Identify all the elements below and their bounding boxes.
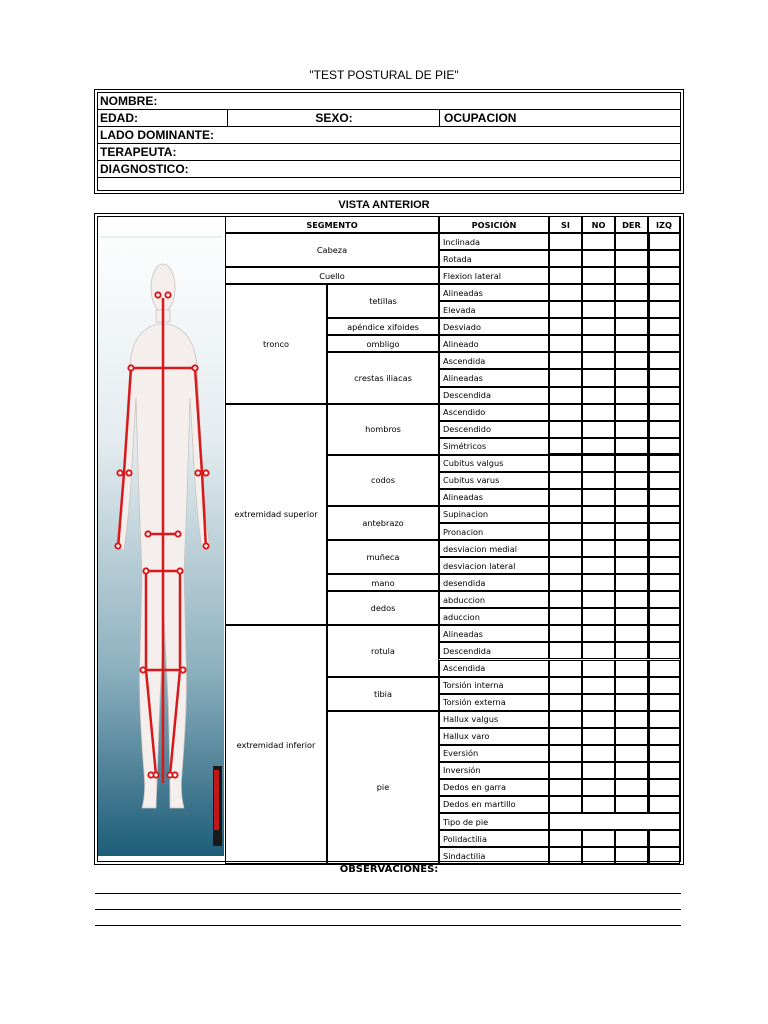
check-no[interactable]	[582, 250, 615, 267]
check-izq[interactable]	[648, 608, 680, 625]
check-izq[interactable]	[648, 847, 680, 864]
check-no[interactable]	[582, 796, 615, 813]
form-title: "TEST POSTURAL DE PIE"	[309, 68, 459, 82]
check-izq[interactable]	[648, 438, 680, 455]
lado-dominante-row[interactable]	[98, 127, 680, 144]
position-label: Torsión interna	[439, 677, 549, 694]
position-label: Pronacion	[439, 523, 549, 540]
check-si[interactable]	[549, 779, 582, 796]
check-der[interactable]	[615, 318, 648, 335]
check-no[interactable]	[582, 301, 615, 318]
header-der: DER	[615, 216, 648, 233]
check-der[interactable]	[615, 233, 648, 250]
check-der[interactable]	[615, 677, 648, 694]
position-label: Alineadas	[439, 369, 549, 386]
check-der[interactable]	[615, 489, 648, 506]
check-izq[interactable]	[648, 779, 680, 796]
check-izq[interactable]	[648, 540, 680, 557]
check-der[interactable]	[615, 352, 648, 369]
check-der[interactable]	[615, 557, 648, 574]
position-label: Ascendido	[439, 404, 549, 421]
check-no[interactable]	[582, 574, 615, 591]
check-si[interactable]	[549, 523, 582, 540]
check-izq[interactable]	[648, 523, 680, 540]
position-label: Alineadas	[439, 489, 549, 506]
check-izq[interactable]	[648, 660, 680, 677]
position-label: Alineado	[439, 335, 549, 352]
check-der[interactable]	[615, 506, 648, 523]
check-der[interactable]	[615, 796, 648, 813]
subsegment-tibia: tibia	[327, 677, 439, 711]
check-der[interactable]	[615, 523, 648, 540]
header-si: SI	[549, 216, 582, 233]
check-izq[interactable]	[648, 301, 680, 318]
check-si[interactable]	[549, 694, 582, 711]
check-izq[interactable]	[648, 284, 680, 301]
segment-ext_superior: extremidad superior	[225, 404, 327, 626]
check-izq[interactable]	[648, 642, 680, 659]
position-label: aduccion	[439, 608, 549, 625]
check-no[interactable]	[582, 642, 615, 659]
check-izq[interactable]	[648, 591, 680, 608]
subsegment-apendice: apéndice xifoides	[327, 318, 439, 335]
ocupacion-label: OCUPACION	[439, 110, 680, 126]
check-der[interactable]	[615, 472, 648, 489]
check-der[interactable]	[615, 847, 648, 864]
check-si[interactable]	[549, 591, 582, 608]
subsegment-codos: codos	[327, 455, 439, 506]
position-label: Elevada	[439, 301, 549, 318]
check-si[interactable]	[549, 762, 582, 779]
check-si[interactable]	[549, 250, 582, 267]
check-izq[interactable]	[648, 233, 680, 250]
check-no[interactable]	[582, 847, 615, 864]
check-no[interactable]	[582, 352, 615, 369]
check-der[interactable]	[615, 779, 648, 796]
subsegment-crestas: crestas iliacas	[327, 352, 439, 403]
check-si[interactable]	[549, 728, 582, 745]
blank-row[interactable]	[98, 178, 680, 194]
position-label: desviacion lateral	[439, 557, 549, 574]
subsegment-muneca: muñeca	[327, 540, 439, 574]
check-si[interactable]	[549, 642, 582, 659]
check-no[interactable]	[582, 660, 615, 677]
check-der[interactable]	[615, 455, 648, 472]
check-no[interactable]	[582, 404, 615, 421]
nombre-row[interactable]	[98, 93, 680, 110]
position-label: Cubitus valgus	[439, 455, 549, 472]
check-no[interactable]	[582, 472, 615, 489]
check-si[interactable]	[549, 625, 582, 642]
check-der[interactable]	[615, 301, 648, 318]
position-label: Rotada	[439, 250, 549, 267]
check-izq[interactable]	[648, 369, 680, 386]
check-der[interactable]	[615, 421, 648, 438]
check-der[interactable]	[615, 404, 648, 421]
check-izq[interactable]	[648, 557, 680, 574]
check-izq[interactable]	[648, 762, 680, 779]
check-si[interactable]	[549, 438, 582, 455]
check-si[interactable]	[549, 369, 582, 386]
check-izq[interactable]	[648, 455, 680, 472]
position-label: Alineadas	[439, 284, 549, 301]
check-izq[interactable]	[648, 472, 680, 489]
header-posicion: POSICIÓN	[439, 216, 549, 233]
check-no[interactable]	[582, 608, 615, 625]
check-izq[interactable]	[648, 352, 680, 369]
check-si[interactable]	[549, 796, 582, 813]
position-label: Supinacion	[439, 506, 549, 523]
check-no[interactable]	[582, 694, 615, 711]
check-no[interactable]	[582, 387, 615, 404]
edad-label: EDAD:	[100, 111, 138, 125]
observaciones-line[interactable]	[95, 909, 681, 910]
check-der[interactable]	[615, 574, 648, 591]
check-si[interactable]	[549, 404, 582, 421]
check-si[interactable]	[549, 387, 582, 404]
check-izq[interactable]	[648, 250, 680, 267]
terapeuta-label: TERAPEUTA:	[100, 145, 177, 159]
position-label: Tipo de pie	[439, 813, 549, 830]
check-no[interactable]	[582, 318, 615, 335]
check-si[interactable]	[549, 506, 582, 523]
position-label: desendida	[439, 574, 549, 591]
check-no[interactable]	[582, 591, 615, 608]
position-label: Descendida	[439, 642, 549, 659]
position-label: Sindactilia	[439, 847, 549, 864]
check-der[interactable]	[615, 387, 648, 404]
check-si[interactable]	[549, 608, 582, 625]
check-der[interactable]	[615, 250, 648, 267]
check-izq[interactable]	[648, 677, 680, 694]
position-label: Inclinada	[439, 233, 549, 250]
check-izq[interactable]	[648, 711, 680, 728]
terapeuta-row[interactable]	[98, 144, 680, 161]
check-izq[interactable]	[648, 318, 680, 335]
check-izq[interactable]	[648, 796, 680, 813]
header-izq: IZQ	[648, 216, 680, 233]
check-izq[interactable]	[648, 506, 680, 523]
check-si[interactable]	[549, 847, 582, 864]
check-izq[interactable]	[648, 694, 680, 711]
edad-row[interactable]	[98, 110, 680, 127]
position-label: Simétricos	[439, 438, 549, 455]
patient-info-table	[94, 89, 684, 194]
check-der[interactable]	[615, 591, 648, 608]
position-label: Hallux varo	[439, 728, 549, 745]
segment-cuello: Cuello	[225, 267, 439, 284]
check-si[interactable]	[549, 489, 582, 506]
section-title: VISTA ANTERIOR	[338, 199, 430, 211]
check-no[interactable]	[582, 506, 615, 523]
sexo-label: SEXO:	[227, 110, 440, 126]
check-izq[interactable]	[648, 421, 680, 438]
check-no[interactable]	[582, 540, 615, 557]
check-izq[interactable]	[648, 574, 680, 591]
check-izq[interactable]	[648, 745, 680, 762]
position-label: Polidactilia	[439, 830, 549, 847]
check-no[interactable]	[582, 438, 615, 455]
check-si[interactable]	[549, 472, 582, 489]
check-si[interactable]	[549, 574, 582, 591]
position-label: Descendido	[439, 421, 549, 438]
header-segmento: SEGMENTO	[225, 216, 439, 233]
subsegment-dedos: dedos	[327, 591, 439, 625]
check-si[interactable]	[549, 233, 582, 250]
check-der[interactable]	[615, 608, 648, 625]
check-der[interactable]	[615, 625, 648, 642]
position-label: Descendida	[439, 387, 549, 404]
position-label: Cubitus varus	[439, 472, 549, 489]
position-label: Torsión externa	[439, 694, 549, 711]
check-no[interactable]	[582, 233, 615, 250]
subsegment-rotula: rotula	[327, 625, 439, 676]
position-label: Desviado	[439, 318, 549, 335]
check-si[interactable]	[549, 830, 582, 847]
check-si[interactable]	[549, 335, 582, 352]
check-der[interactable]	[615, 762, 648, 779]
body-figure-image	[98, 218, 224, 856]
check-si[interactable]	[549, 284, 582, 301]
check-der[interactable]	[615, 660, 648, 677]
check-no[interactable]	[582, 830, 615, 847]
subsegment-ombligo: ombligo	[327, 335, 439, 352]
nombre-label: NOMBRE:	[100, 94, 158, 108]
segment-tronco: tronco	[225, 284, 327, 403]
position-label: Flexion lateral	[439, 267, 549, 284]
check-der[interactable]	[615, 284, 648, 301]
check-si[interactable]	[549, 711, 582, 728]
check-izq[interactable]	[648, 830, 680, 847]
subsegment-pie: pie	[327, 711, 439, 865]
check-izq[interactable]	[648, 489, 680, 506]
check-si[interactable]	[549, 677, 582, 694]
check-no[interactable]	[582, 267, 615, 284]
check-izq[interactable]	[648, 387, 680, 404]
check-si[interactable]	[549, 557, 582, 574]
observaciones-line[interactable]	[95, 925, 681, 926]
position-label: Hallux valgus	[439, 711, 549, 728]
check-no[interactable]	[582, 455, 615, 472]
check-si[interactable]	[549, 352, 582, 369]
check-no[interactable]	[582, 625, 615, 642]
check-no[interactable]	[582, 728, 615, 745]
check-der[interactable]	[615, 335, 648, 352]
check-der[interactable]	[615, 369, 648, 386]
subsegment-tetillas: tetillas	[327, 284, 439, 318]
check-no[interactable]	[582, 557, 615, 574]
check-no[interactable]	[582, 677, 615, 694]
diagnostico-row[interactable]	[98, 161, 680, 178]
segment-ext_inferior: extremidad inferior	[225, 625, 327, 864]
check-no[interactable]	[582, 779, 615, 796]
check-der[interactable]	[615, 438, 648, 455]
position-label: abduccion	[439, 591, 549, 608]
position-label: Eversión	[439, 745, 549, 762]
check-si[interactable]	[549, 301, 582, 318]
check-der[interactable]	[615, 728, 648, 745]
position-label: desviacion medial	[439, 540, 549, 557]
check-no[interactable]	[582, 523, 615, 540]
check-izq[interactable]	[648, 335, 680, 352]
check-izq[interactable]	[648, 404, 680, 421]
check-der[interactable]	[615, 745, 648, 762]
anterior-body-diagram	[98, 218, 224, 856]
check-der[interactable]	[615, 830, 648, 847]
subsegment-antebrazo: antebrazo	[327, 506, 439, 540]
header-no: NO	[582, 216, 615, 233]
check-izq[interactable]	[648, 625, 680, 642]
check-si[interactable]	[549, 660, 582, 677]
check-der[interactable]	[615, 694, 648, 711]
check-der[interactable]	[615, 540, 648, 557]
check-der[interactable]	[615, 711, 648, 728]
check-si[interactable]	[549, 267, 582, 284]
subsegment-mano: mano	[327, 574, 439, 591]
position-label: Ascendida	[439, 352, 549, 369]
observaciones-title: OBSERVACIONES:	[339, 864, 439, 875]
subsegment-hombros: hombros	[327, 404, 439, 455]
check-no[interactable]	[582, 489, 615, 506]
check-no[interactable]	[582, 335, 615, 352]
check-no[interactable]	[582, 421, 615, 438]
check-der[interactable]	[615, 267, 648, 284]
position-label: Dedos en martillo	[439, 796, 549, 813]
check-izq[interactable]	[648, 728, 680, 745]
lado-dominante-label: LADO DOMINANTE:	[100, 128, 214, 142]
check-si[interactable]	[549, 540, 582, 557]
position-label: Dedos en garra	[439, 779, 549, 796]
check-si[interactable]	[549, 455, 582, 472]
check-no[interactable]	[582, 762, 615, 779]
segment-cabeza: Cabeza	[225, 233, 439, 267]
check-si[interactable]	[549, 318, 582, 335]
diagnostico-label: DIAGNOSTICO:	[100, 162, 189, 176]
position-label: Inversión	[439, 762, 549, 779]
check-no[interactable]	[582, 711, 615, 728]
observaciones-line[interactable]	[95, 893, 681, 894]
position-label: Ascendida	[439, 660, 549, 677]
check-no[interactable]	[582, 745, 615, 762]
check-no[interactable]	[582, 284, 615, 301]
check-izq[interactable]	[648, 267, 680, 284]
check-si[interactable]	[549, 421, 582, 438]
check-no[interactable]	[582, 369, 615, 386]
check-si[interactable]	[549, 745, 582, 762]
check-der[interactable]	[615, 642, 648, 659]
tipo-de-pie-entry[interactable]	[549, 813, 680, 830]
position-label: Alineadas	[439, 625, 549, 642]
